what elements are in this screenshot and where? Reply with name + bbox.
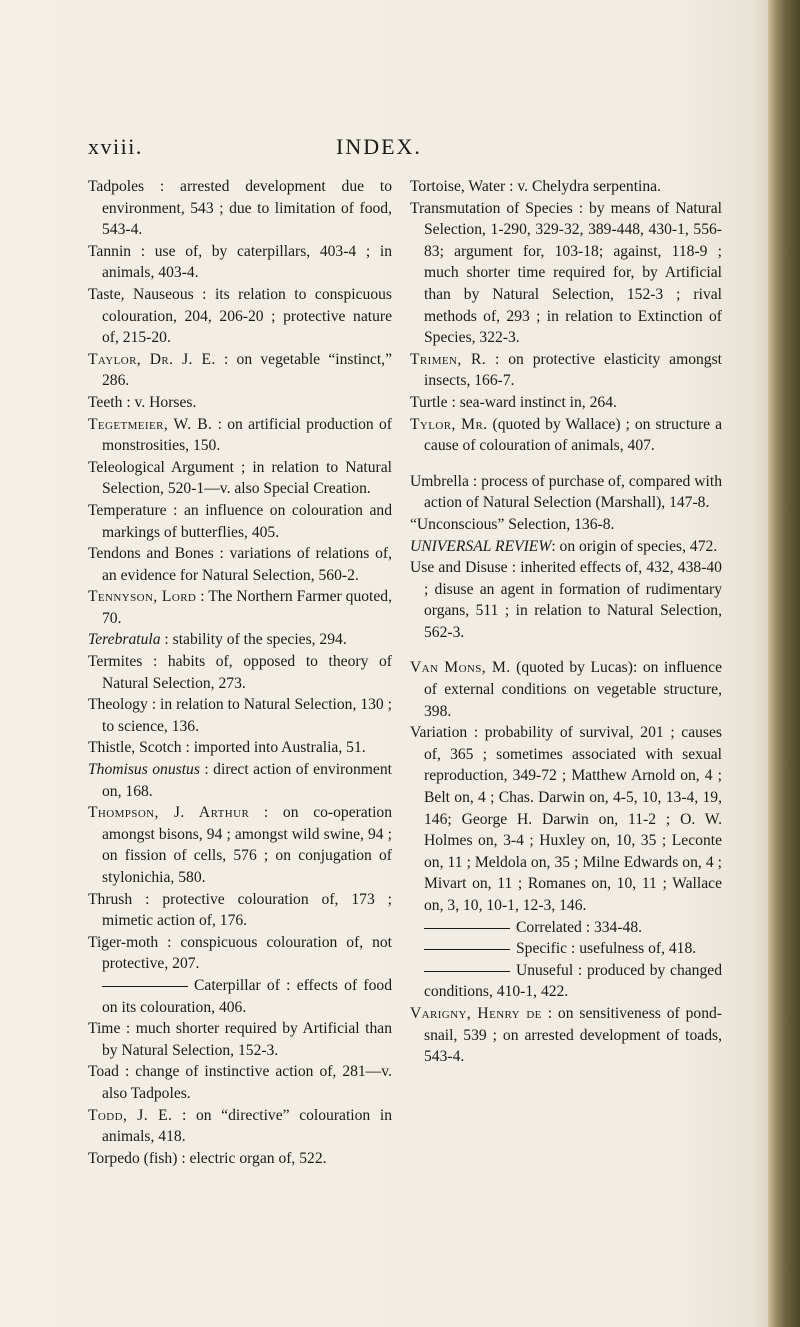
index-entry: Use and Disuse : inherited effects of, 432, 438-40 ; disuse an agent in formation of rudimentary organs, 511 ; in relation to Natural Selection, 562-3.	[410, 559, 722, 641]
index-entry: Torpedo (fish) : electric organ of, 522.	[88, 1149, 327, 1167]
ditto-rule	[424, 949, 510, 950]
index-entry: UNIVERSAL REVIEW: on origin of species, 472.	[410, 537, 718, 555]
ditto-rule	[424, 971, 510, 972]
index-entry: Tendons and Bones : variations of relations of, an evidence for Natural Selection, 560-2.	[88, 545, 392, 584]
index-entry: Transmutation of Species : by means of Natural Selection, 1-290, 329-32, 389-448, 430-1, 556-83; argument for, 103-18; against, 118-9 ; much shorter time required for, by Artificial than by Natural Selection, 152-3 ; rival methods of, 293 ; in relation to Extinction of Species, 322-3.	[410, 199, 722, 347]
index-entry: Todd, J. E. : on “directive” colouration in animals, 418.	[88, 1106, 392, 1146]
index-entry: Teeth : v. Horses.	[88, 393, 197, 411]
index-entry: Toad : change of instinctive action of, 281—v. also Tadpoles.	[88, 1063, 392, 1102]
index-subentry: Specific : usefulness of, 418.	[410, 938, 722, 960]
index-subentry: Unuseful : produced by changed conditions, 410-1, 422.	[424, 961, 722, 1001]
index-entry: Theology : in relation to Natural Selection, 130 ; to science, 136.	[88, 696, 392, 735]
index-entry: Terebratula : stability of the species, 294.	[88, 631, 347, 649]
index-entry: Thomisus onustus : direct action of environment on, 168.	[88, 761, 392, 800]
index-entry: Termites : habits of, opposed to theory of Natural Selection, 273.	[88, 653, 392, 692]
index-entry: Umbrella : process of purchase of, compared with action of Natural Selection (Marshall), 147-8.	[410, 472, 722, 512]
index-entry: Trimen, R. : on protective elasticity amongst insects, 166-7.	[410, 350, 722, 390]
index-entry: Van Mons, M. (quoted by Lucas): on influence of external conditions on vegetable structure, 398.	[410, 659, 722, 720]
index-entry: Temperature : an influence on colouration and markings of butterflies, 405.	[88, 501, 392, 541]
index-entry: Variation : probability of survival, 201 ; causes of, 365 ; sometimes associated with sexual reproduction, 349-72 ; Matthew Arnold on, 4 ; Belt on, 4 ; Chas. Darwin on, 4-5, 10, 13-4, 19, 146; George H. Darwin on, 11-2 ; O. W. Holmes on, 3-4 ; Huxley on, 10, 35 ; Leconte on, 11 ; Meldola on, 35 ; Milne Edwards on, 4 ; Mivart on, 11 ; Romanes on, 10, 11 ; Wallace on, 3, 10, 10-1, 12-3, 146.	[410, 724, 722, 914]
index-entry: Tadpoles : arrested development due to environment, 543 ; due to limitation of food, 543-4.	[88, 178, 392, 239]
index-entry: Tylor, Mr. (quoted by Wallace) ; on structure a cause of colouration of animals, 407.	[410, 415, 722, 455]
ditto-rule	[424, 928, 510, 929]
ditto-rule	[102, 986, 188, 987]
index-entry: Varigny, Henry de : on sensitiveness of pond-snail, 539 ; on arrested development of toads, 543-4.	[410, 1004, 722, 1066]
index-entry: Tennyson, Lord : The Northern Farmer quoted, 70.	[88, 588, 392, 627]
index-column-right	[410, 176, 722, 1068]
running-header	[88, 134, 708, 164]
index-entry: Taste, Nauseous : its relation to conspicuous colouration, 204, 206-20 ; protective nature of, 215-20.	[88, 285, 392, 347]
index-entry: Tortoise, Water : v. Chelydra serpentina.	[410, 178, 661, 195]
page-number: xviii.	[88, 134, 143, 159]
index-entry: Tegetmeier, W. B. : on artificial production of monstrosities, 150.	[88, 415, 393, 455]
index-entry: “Unconscious” Selection, 136-8.	[410, 515, 615, 533]
index-entry: Turtle : sea-ward instinct in, 264.	[410, 393, 617, 411]
index-entry: Thompson, J. Arthur : on co-operation amongst bisons, 94 ; amongst wild swine, 94 ; on fission of cells, 576 ; on conjugation of stylonichia, 580.	[88, 804, 392, 886]
index-entry: Thistle, Scotch : imported into Australia, 51.	[88, 739, 366, 757]
index-subentry: Correlated : 334-48.	[410, 917, 722, 939]
page-title: INDEX.	[336, 134, 422, 159]
book-spine-edge	[768, 0, 800, 1327]
index-entry: Time : much shorter required by Artificial than by Natural Selection, 152-3.	[88, 1020, 392, 1059]
index-column-left	[88, 176, 392, 1169]
index-entry: Thrush : protective colouration of, 173 ; mimetic action of, 176.	[88, 890, 392, 930]
index-entry: Tannin : use of, by caterpillars, 403-4 ; in animals, 403-4.	[88, 242, 392, 282]
index-subentry: Caterpillar of : effects of food on its colouration, 406.	[102, 976, 392, 1016]
index-entry: Tiger-moth : conspicuous colouration of, not protective, 207.	[88, 933, 392, 973]
index-entry: Teleological Argument ; in relation to Natural Selection, 520-1—v. also Special Creation.	[88, 458, 393, 498]
index-entry: Taylor, Dr. J. E. : on vegetable “instinct,” 286.	[88, 350, 392, 390]
